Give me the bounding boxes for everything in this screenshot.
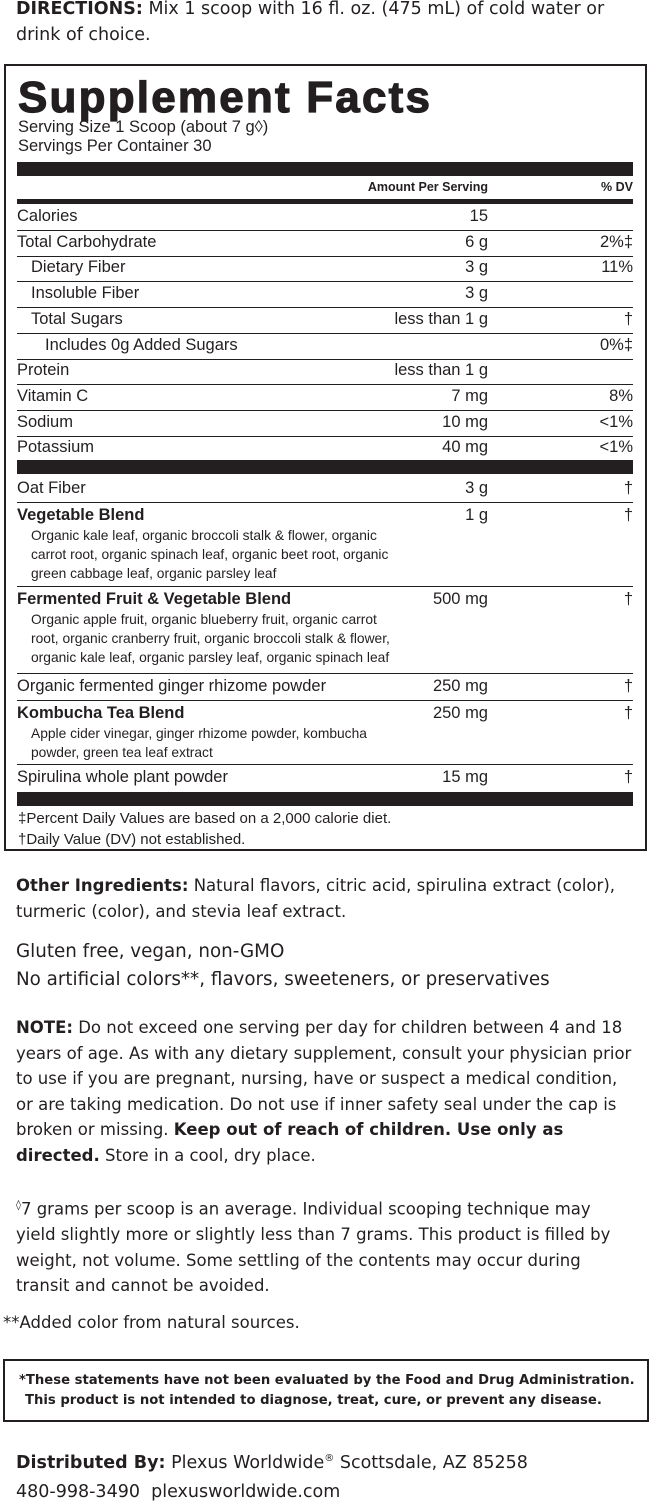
distributor-company: Plexus Worldwide (165, 1452, 325, 1473)
distributor-address: Scottsdale, AZ 85258 (334, 1452, 528, 1473)
nutrient-amount: 3 g (465, 258, 488, 277)
blend-name: Spirulina whole plant powder (17, 768, 228, 786)
note-paragraph (16, 1015, 632, 1168)
row-divider (17, 256, 633, 257)
blend-amount: 15 mg (442, 768, 488, 786)
nutrient-row (17, 310, 633, 334)
row-divider (17, 410, 633, 411)
note-label: NOTE: (16, 1018, 73, 1037)
medium-divider (17, 199, 633, 204)
nutrient-amount: 10 mg (442, 412, 488, 431)
blend-description-line: carrot root, organic spinach leaf, organic beet root, organic (31, 547, 389, 562)
scoop-note-text: 7 grams per scoop is an average. Individual scooping technique may yield slightly more or slightly less than 7 grams. This product is filled by weight, not volume. Some settling of the contents may occur during transit and cannot be avoided. (16, 1199, 611, 1295)
nutrient-name: Sodium (17, 412, 73, 431)
nutrient-name: Protein (17, 361, 70, 380)
color-note: **Added color from natural sources. (3, 1313, 300, 1332)
nutrient-name: Total Carbohydrate (17, 232, 157, 251)
blend-amount: 250 mg (432, 704, 488, 722)
blend-dv: † (623, 590, 633, 608)
other-ingredients (16, 873, 636, 924)
blend-name: Oat Fiber (17, 479, 86, 497)
disclaimer-line-1: *These statements have not been evaluated by the Food and Drug Administration. (19, 1373, 635, 1388)
serving-info (18, 118, 268, 156)
blend-description-line: Apple cider vinegar, ginger rhizome powder, kombucha (31, 726, 367, 741)
row-divider (17, 384, 633, 385)
nutrient-amount: 3 g (465, 284, 488, 303)
blend-amount: 1 g (465, 506, 488, 524)
nutrient-amount: 40 mg (442, 438, 488, 457)
nutrient-row (17, 361, 633, 385)
nutrient-dv: 11% (601, 258, 633, 277)
dv-header: % DV (601, 180, 633, 194)
blend-description-line: root, organic cranberry fruit, organic broccoli stalk & flower, (31, 631, 390, 646)
nutrient-row (17, 438, 633, 462)
blend-dv: † (623, 506, 633, 524)
note-text-1: Do not exceed one serving per day for children between 4 and 18 years of age. As with any dietary supplement, consult your physician prior to use if you are pregnant, nursing, have or suspect a medical condition, or are taking medication. Do not use if inner safety seal under the cap is broken or missing. (16, 1018, 632, 1139)
claims (16, 938, 636, 994)
nutrient-amount: 6 g (465, 232, 488, 251)
row-divider (17, 586, 633, 587)
nutrient-dv: 2%‡ (599, 232, 633, 251)
row-divider (17, 359, 633, 360)
disclaimer-line-2: This product is not intended to diagnose, treat, cure, or prevent any disease. (25, 1393, 602, 1408)
blend-description-line: organic kale leaf, organic parsley leaf, organic spinach leaf (31, 650, 390, 665)
nutrient-dv: <1% (599, 438, 633, 457)
distributor-line (16, 1444, 528, 1478)
contact-line (16, 1478, 528, 1507)
footnote-dv-not-established: †Daily Value (DV) not established. (18, 831, 246, 848)
row-divider (17, 281, 633, 282)
blend-description (31, 724, 421, 762)
row-divider (17, 700, 633, 701)
row-divider (17, 333, 633, 334)
row-divider (17, 436, 633, 437)
nutrient-amount: less than 1 g (394, 309, 488, 328)
blend-amount: 500 mg (432, 590, 488, 608)
blend-dv: † (623, 479, 633, 497)
registered-mark: ® (324, 1453, 335, 1464)
nutrient-name: Total Sugars (31, 309, 123, 328)
nutrient-row (17, 233, 633, 257)
nutrient-amount: 15 (469, 207, 488, 225)
other-ingredients-label: Other Ingredients: (16, 876, 189, 895)
nutrient-row (17, 207, 633, 231)
nutrient-row (17, 336, 633, 360)
footnote-percent-dv: ‡Percent Daily Values are based on a 2,000 calorie diet. (18, 810, 392, 827)
distributor-website[interactable]: plexusworldwide.com (151, 1481, 341, 1502)
nutrient-dv: 8% (609, 386, 633, 405)
nutrient-name: Potassium (17, 438, 95, 457)
blend-description-line: Organic apple fruit, organic blueberry fruit, organic carrot (31, 612, 377, 627)
blend-name: Fermented Fruit & Vegetable Blend (17, 590, 292, 608)
row-divider (17, 673, 633, 674)
nutrient-row (17, 284, 633, 308)
thick-divider (17, 460, 633, 474)
row-divider (17, 764, 633, 765)
nutrient-name: Includes 0g Added Sugars (45, 335, 238, 354)
thick-divider (17, 792, 633, 806)
row-divider (17, 307, 633, 308)
distributor (16, 1444, 528, 1507)
claim-line-2: No artificial colors**, flavors, sweeteners, or preservatives (16, 969, 550, 990)
blend-description-line: Organic kale leaf, organic broccoli stalk & flower, organic (31, 528, 377, 543)
nutrient-row (17, 387, 633, 411)
directions-text: Mix 1 scoop with 16 fl. oz. (475 mL) of cold water or drink of choice. (16, 0, 605, 45)
scoop-note (16, 1193, 616, 1299)
nutrient-dv: † (623, 309, 633, 328)
thick-divider (17, 162, 633, 176)
servings-per-container: Servings Per Container 30 (18, 137, 212, 155)
nutrient-name: Dietary Fiber (31, 258, 126, 277)
blend-description (31, 526, 421, 583)
serving-size: Serving Size 1 Scoop (about 7 g◊) (18, 118, 269, 136)
nutrient-row (17, 413, 633, 437)
directions-label: DIRECTIONS: (16, 0, 143, 19)
note-text-2: Store in a cool, dry place. (99, 1145, 316, 1165)
blend-dv: † (623, 704, 633, 722)
amount-header: Amount Per Serving (367, 180, 488, 194)
blend-amount: 250 mg (432, 677, 488, 695)
other-ingredients-text: Natural flavors, citric acid, spirulina extract (color), turmeric (color), and stevia leaf extract. (16, 876, 615, 921)
nutrient-row (17, 258, 633, 282)
blend-description-line: powder, green tea leaf extract (31, 745, 213, 760)
row-divider (17, 502, 633, 503)
nutrient-name: Calories (17, 207, 78, 225)
blend-description (31, 610, 421, 667)
blend-amount: 3 g (465, 479, 488, 497)
blend-name: Vegetable Blend (17, 506, 145, 524)
note-bold-warning: Keep out of reach of children. Use only as directed. (16, 1120, 564, 1165)
fda-disclaimer (3, 1359, 649, 1422)
blend-name: Organic fermented ginger rhizome powder (17, 677, 327, 695)
nutrient-name: Insoluble Fiber (31, 284, 140, 303)
blend-description-line: green cabbage leaf, organic parsley leaf (31, 566, 277, 581)
supplement-facts-panel (4, 64, 647, 851)
facts-title: Supplement Facts (18, 73, 433, 122)
nutrient-name: Vitamin C (17, 386, 89, 405)
blend-name: Kombucha Tea Blend (17, 704, 185, 722)
nutrient-dv: 0%‡ (599, 335, 633, 354)
distributor-phone: 480-998-3490 (16, 1481, 140, 1502)
nutrient-amount: 7 mg (451, 386, 488, 405)
directions (16, 0, 636, 48)
lozenge-mark: ◊ (16, 1200, 21, 1211)
row-divider (17, 230, 633, 231)
blend-dv: † (623, 768, 633, 786)
claim-line-1: Gluten free, vegan, non-GMO (16, 941, 285, 962)
nutrient-dv: <1% (599, 412, 633, 431)
nutrient-amount: less than 1 g (394, 361, 488, 380)
distributor-label: Distributed By: (16, 1452, 166, 1473)
blend-dv: † (623, 677, 633, 695)
